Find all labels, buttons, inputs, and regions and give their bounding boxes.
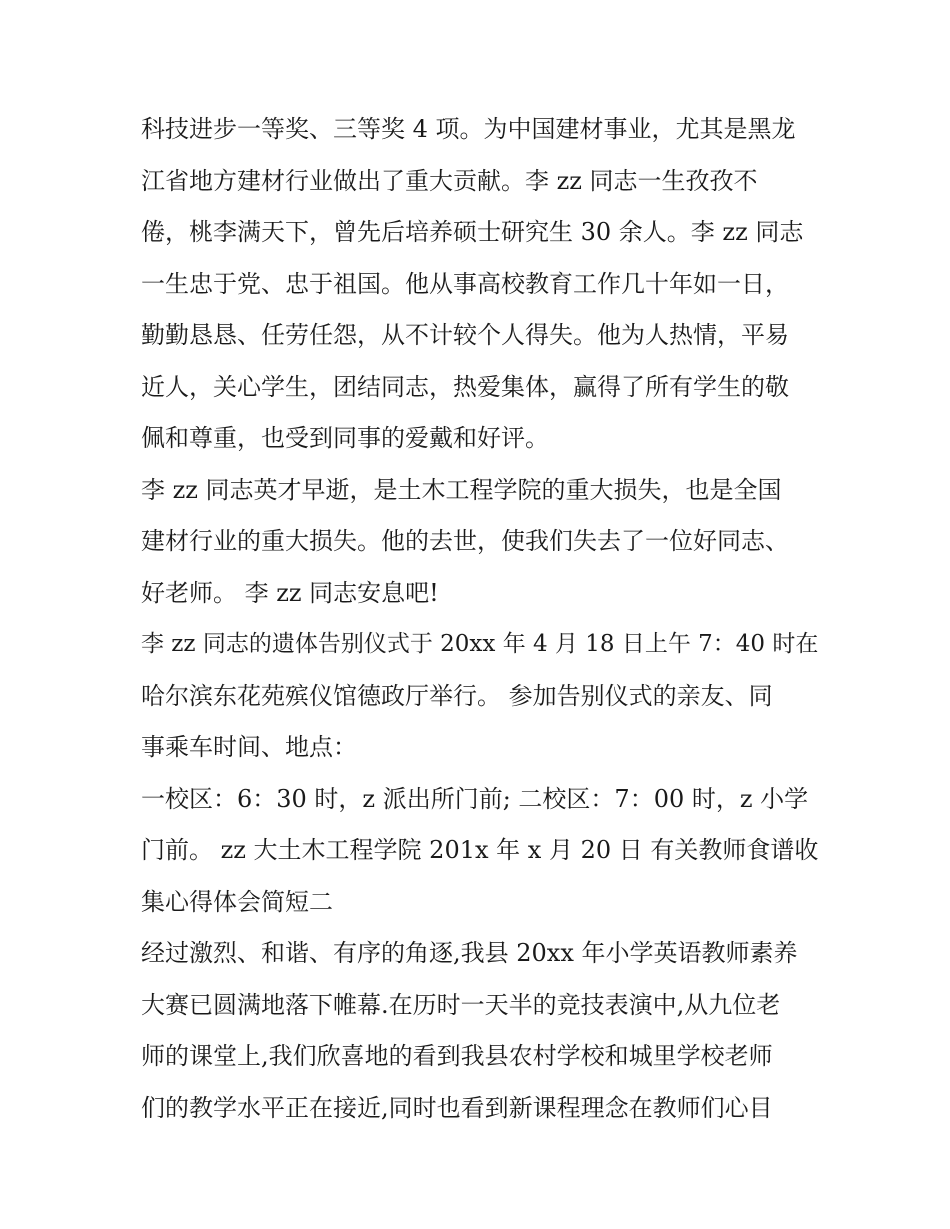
text-line-7: 佩和尊重，也受到同事的爱戴和好评。 — [141, 424, 549, 452]
text-line-16: 集心得体会简短二 — [141, 887, 333, 916]
text-line-9: 建材行业的重大损失。他的去世，使我们失去了一位好同志、 — [141, 527, 789, 555]
text-line-12: 哈尔滨东花苑殡仪馆德政厅举行。 参加告别仪式的亲友、同 — [141, 681, 773, 710]
text-line-3: 倦，桃李满天下，曾先后培养硕士研究生 30 余人。李 zz 同志 — [141, 218, 804, 246]
text-line-18: 大赛已圆满地落下帷幕.在历时一天半的竞技表演中,从九位老 — [141, 990, 781, 1019]
text-line-5: 勤勤恳恳、任劳任怨，从不计较个人得失。他为人热情，平易 — [141, 321, 789, 349]
text-line-19: 师的课堂上,我们欣喜地的看到我县农村学校和城里学校老师 — [141, 1042, 773, 1070]
document-body — [141, 104, 821, 1134]
text-line-8: 李 zz 同志英才早逝，是土木工程学院的重大损失，也是全国 — [141, 475, 782, 504]
text-line-4: 一生忠于党、忠于祖国。他从事高校教育工作几十年如一日， — [141, 269, 789, 298]
text-line-15: 门前。 zz 大土木工程学院 201x 年 x 月 20 日 有关教师食谱收 — [141, 836, 819, 864]
text-line-1: 科技进步一等奖、三等奖 4 项。为中国建材事业，尤其是黑龙 — [141, 115, 796, 143]
text-line-13: 事乘车时间、地点： — [141, 733, 357, 761]
text-line-2: 江省地方建材行业做出了重大贡献。李 zz 同志一生孜孜不 — [141, 166, 758, 195]
text-line-20: 们的教学水平正在接近,同时也看到新课程理念在教师们心目 — [141, 1093, 773, 1122]
text-line-17: 经过激烈、和谐、有序的角逐,我县 20xx 年小学英语教师素养 — [141, 939, 798, 967]
text-line-14: 一校区：6：30 时，z 派出所门前; 二校区：7：00 时，z 小学 — [141, 784, 809, 813]
text-line-11: 李 zz 同志的遗体告别仪式于 20xx 年 4 月 18 日上午 7：40 时在 — [141, 631, 819, 657]
text-line-6: 近人，关心学生，团结同志，热爱集体，赢得了所有学生的敬 — [141, 372, 789, 401]
text-line-10: 好老师。 李 zz 同志安息吧! — [141, 578, 439, 607]
